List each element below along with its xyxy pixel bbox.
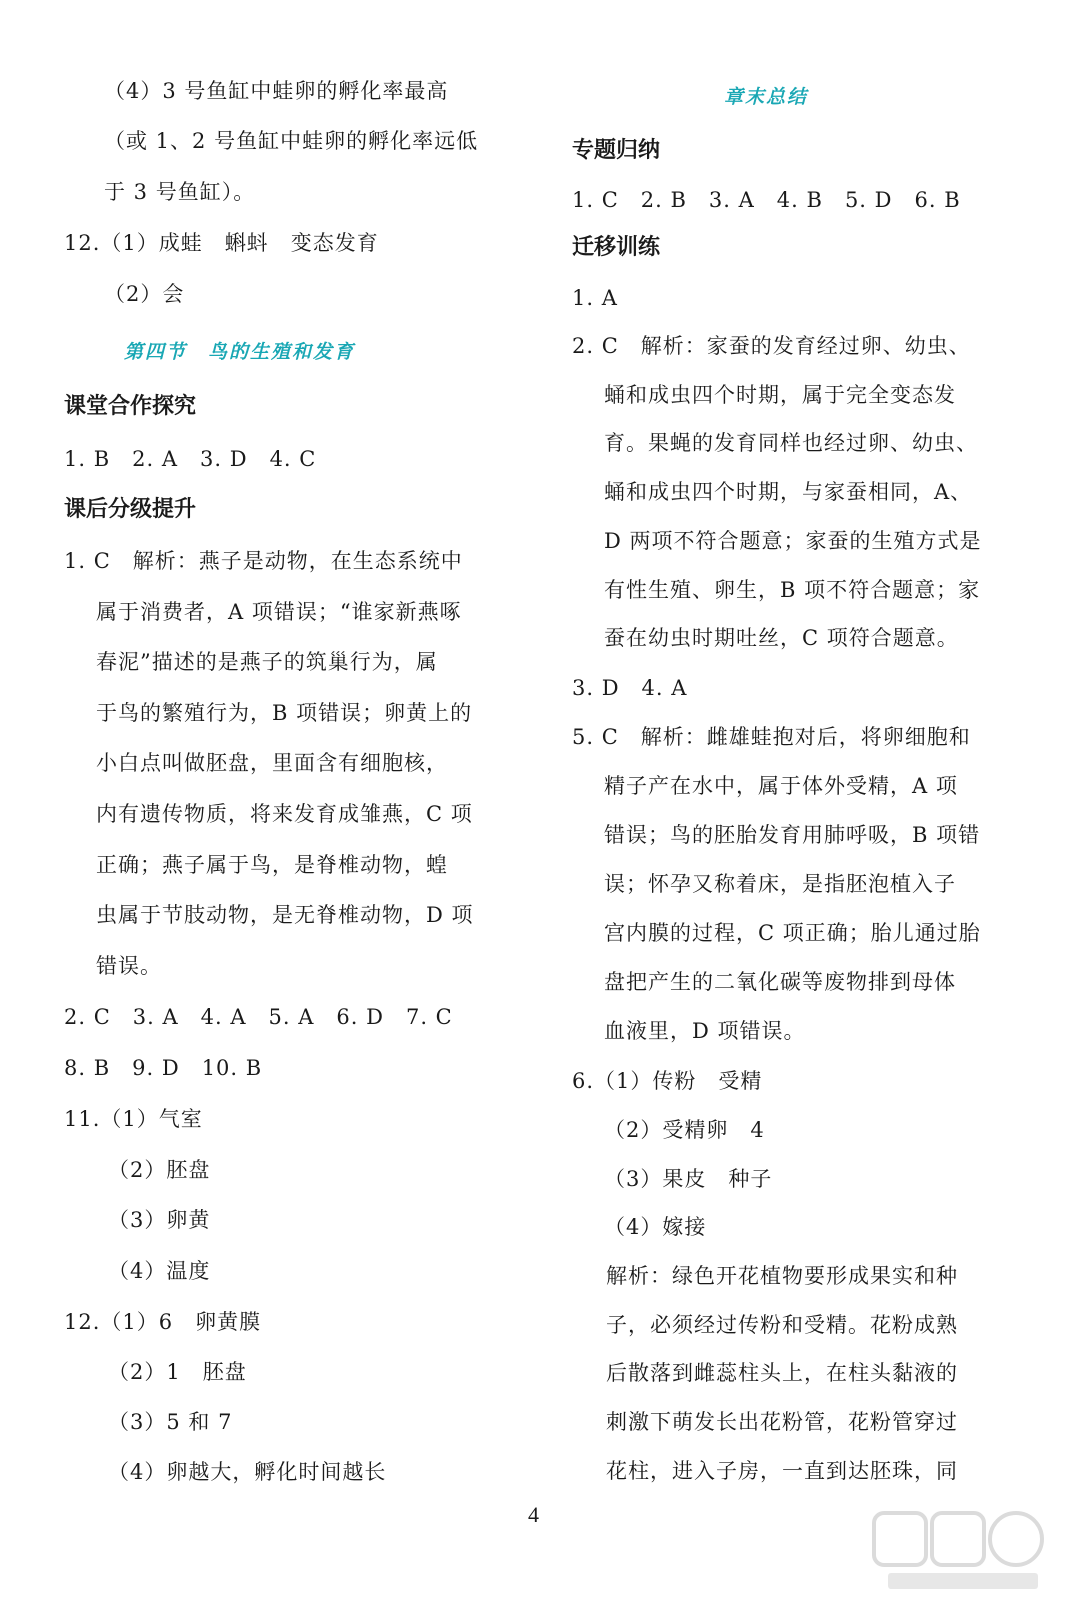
- answer-line: 1. C 解析：燕子是动物，在生态系统中: [64, 549, 463, 573]
- answer-line: 解析：绿色开花植物要形成果实和种: [606, 1264, 958, 1288]
- answer-line: 错误。: [96, 954, 162, 978]
- answer-line: （3）卵黄: [108, 1208, 211, 1232]
- answer-line: （3）果皮 种子: [604, 1167, 773, 1191]
- answer-line: （4）嫁接: [604, 1215, 707, 1239]
- answer-line: D 两项不符合题意；家蚕的生殖方式是: [604, 529, 982, 553]
- subsection-heading: 课堂合作探究: [64, 394, 197, 419]
- answer-line: 属于消费者，A 项错误；“谁家新燕啄: [96, 600, 462, 624]
- answer-line: 12.（1）成蛙 蝌蚪 变态发育: [64, 231, 379, 255]
- answer-line: 蚕在幼虫时期吐丝，C 项符合题意。: [604, 626, 959, 650]
- answer-line: 虫属于节肢动物，是无脊椎动物，D 项: [96, 903, 474, 927]
- answer-line: 精子产在水中，属于体外受精，A 项: [604, 774, 958, 798]
- subsection-heading: 课后分级提升: [64, 497, 197, 522]
- answer-line: （2）胚盘: [108, 1158, 211, 1182]
- answer-line: 花柱，进入子房，一直到达胚珠，同: [606, 1459, 958, 1483]
- answer-line: 3. D 4. A: [572, 676, 688, 700]
- answer-line: 2. C 3. A 4. A 5. A 6. D 7. C: [64, 1005, 453, 1029]
- answer-line: 6.（1）传粉 受精: [572, 1069, 763, 1093]
- answer-line: 宫内膜的过程，C 项正确；胎儿通过胎: [604, 921, 981, 945]
- answer-line: 错误；鸟的胚胎发育用肺呼吸，B 项错: [604, 823, 981, 847]
- answer-line: （2）会: [104, 282, 185, 306]
- section-title: 章末总结: [724, 86, 809, 108]
- answer-line: 蛹和成虫四个时期，属于完全变态发: [604, 383, 956, 407]
- subsection-heading: 迁移训练: [572, 235, 661, 260]
- answer-line: 12.（1）6 卵黄膜: [64, 1310, 262, 1334]
- answer-line: （4）卵越大，孵化时间越长: [108, 1460, 387, 1484]
- answer-line: 血液里，D 项错误。: [604, 1019, 806, 1043]
- watermark-logo: [868, 1505, 1048, 1595]
- answer-line: 1. C 2. B 3. A 4. B 5. D 6. B: [572, 188, 961, 212]
- answer-line: （4）温度: [108, 1259, 211, 1283]
- answer-line: 正确；燕子属于鸟，是脊椎动物，蝗: [96, 853, 448, 877]
- answer-line: 于鸟的繁殖行为，B 项错误；卵黄上的: [96, 701, 473, 725]
- answer-line: 盘把产生的二氧化碳等废物排到母体: [604, 970, 956, 994]
- page-number: 4: [528, 1502, 539, 1527]
- answer-line: （2）1 胚盘: [108, 1360, 247, 1384]
- answer-line: 后散落到雌蕊柱头上，在柱头黏液的: [606, 1361, 958, 1385]
- answer-line: 8. B 9. D 10. B: [64, 1056, 263, 1080]
- answer-line: 小白点叫做胚盘，里面含有细胞核，: [96, 751, 448, 775]
- answer-line: 1. A: [572, 286, 618, 310]
- answer-line: （或 1、2 号鱼缸中蛙卵的孵化率远低: [104, 129, 479, 153]
- answer-line: 误；怀孕又称着床，是指胚泡植入子: [604, 872, 956, 896]
- answer-line: 于 3 号鱼缸）。: [104, 180, 256, 204]
- answer-line: 1. B 2. A 3. D 4. C: [64, 447, 317, 471]
- answer-line: 育。果蝇的发育同样也经过卵、幼虫、: [604, 431, 978, 455]
- subsection-heading: 专题归纳: [572, 138, 661, 163]
- answer-line: （2）受精卵 4: [604, 1118, 765, 1142]
- answer-line: 内有遗传物质，将来发育成雏燕，C 项: [96, 802, 473, 826]
- answer-line: 2. C 解析：家蚕的发育经过卵、幼虫、: [572, 334, 971, 358]
- answer-line: 蛹和成虫四个时期，与家蚕相同，A、: [604, 480, 973, 504]
- answer-line: 刺激下萌发长出花粉管，花粉管穿过: [606, 1410, 958, 1434]
- answer-line: 有性生殖、卵生，B 项不符合题意；家: [604, 578, 981, 602]
- section-title: 第四节 鸟的生殖和发育: [124, 341, 356, 363]
- answer-line: 春泥”描述的是燕子的筑巢行为，属: [96, 650, 438, 674]
- answer-line: （4）3 号鱼缸中蛙卵的孵化率最高: [104, 79, 449, 103]
- answer-line: 11.（1）气室: [64, 1107, 203, 1131]
- answer-line: 子，必须经过传粉和受精。花粉成熟: [606, 1313, 958, 1337]
- answer-line: 5. C 解析：雌雄蛙抱对后，将卵细胞和: [572, 725, 971, 749]
- answer-line: （3）5 和 7: [108, 1410, 233, 1434]
